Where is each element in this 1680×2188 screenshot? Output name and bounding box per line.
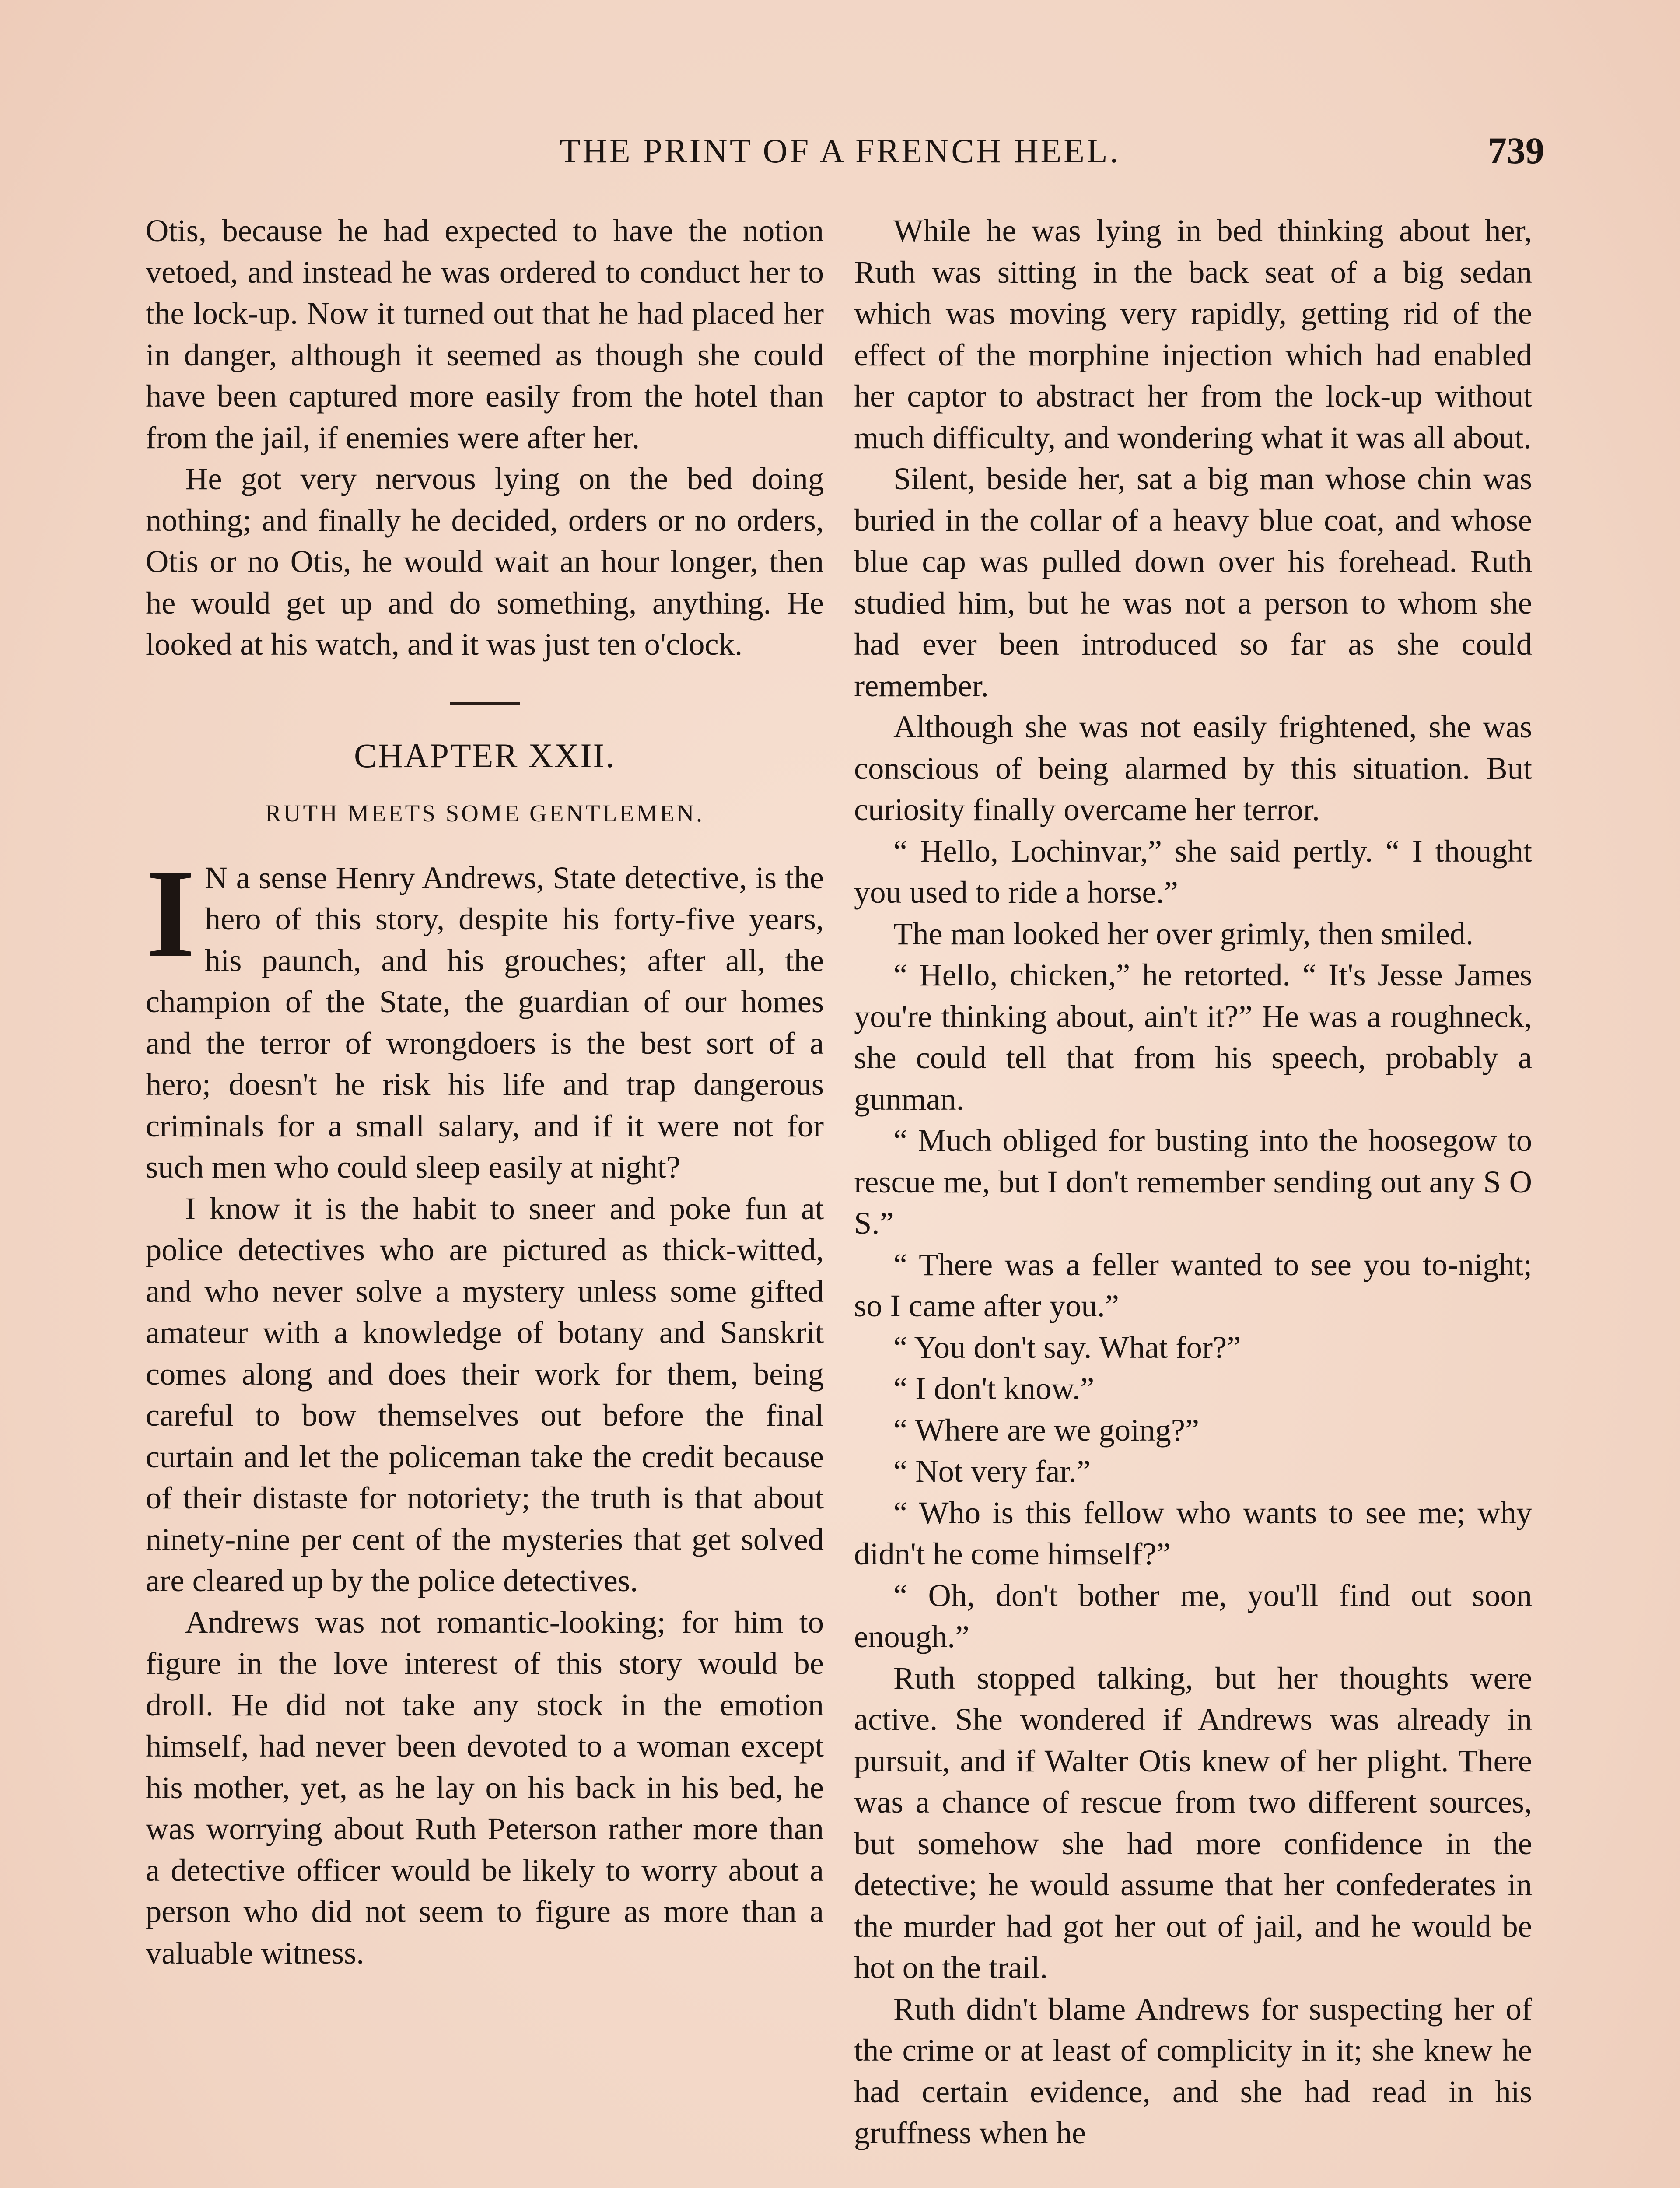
- right-column: [854, 210, 1532, 2154]
- paragraph: Silent, beside her, sat a big man whose chin was buried in the collar of a heavy blue coat, and whose blue cap was pulled down over his forehead. Ruth studied him, but he was not a person to whom she had ever been introduced so far as she could remember.: [854, 461, 1532, 703]
- running-title: THE PRINT OF A FRENCH HEEL.: [560, 132, 1120, 170]
- chapter-title: CHAPTER XXII.: [354, 736, 616, 775]
- left-column: [146, 210, 824, 1974]
- page-number: 739: [1488, 130, 1544, 172]
- drop-cap: I: [146, 843, 195, 984]
- paragraph: Although she was not easily frightened, she was conscious of being alarmed by this situation. But curiosity finally overcame her terror.: [854, 709, 1532, 827]
- paragraph: Ruth stopped talking, but her thoughts were active. She wondered if Andrews was already in pursuit, and if Walter Otis knew of her plight. There was a chance of rescue from two different sources, but somehow she had more confidence in the detective; he would assume that her confederates in the murder had got her out of jail, and he would be hot on the trail.: [854, 1660, 1532, 1985]
- section-divider: [450, 702, 520, 705]
- dialogue-line: “ You don't say. What for?”: [893, 1329, 1241, 1365]
- paragraph: While he was lying in bed thinking about her, Ruth was sitting in the back seat of a big sedan which was moving very rapidly, getting rid of the effect of the morphine injection which had enabled her captor to abstract her from the lock-up without much difficulty, and wondering what it was all about.: [854, 213, 1532, 455]
- chapter-subtitle: RUTH MEETS SOME GENTLEMEN.: [265, 800, 704, 827]
- paragraph: I know it is the habit to sneer and poke fun at police detectives who are pictured as thick-witted, and who never solve a mystery unless some gifted amateur with a knowledge of botany and Sanskrit comes along and does their work for them, being careful to bow themselves out before the final curtain and let the policeman take the credit because of their distaste for notoriety; the truth is that about ninety-nine per cent of the mysteries that get solved are cleared up by the police detectives.: [146, 1190, 824, 1598]
- paragraph: He got very nervous lying on the bed doing nothing; and finally he decided, orders or no orders, Otis or no Otis, he would wait an hour longer, then he would get up and do something, anything. He looked at his watch, and it was just ten o'clock.: [146, 461, 824, 662]
- dialogue-line: “ Hello, chicken,” he retorted. “ It's Jesse James you're thinking about, ain't it?” He was a roughneck, she could tell that from his speech, probably a gunman.: [854, 957, 1532, 1117]
- dialogue-line: “ Where are we going?”: [893, 1412, 1200, 1448]
- dialogue-line: “ Hello, Lochinvar,” she said pertly. “ I thought you used to ride a horse.”: [854, 833, 1532, 910]
- dialogue-line: “ I don't know.”: [893, 1371, 1095, 1406]
- dialogue-line: “ Much obliged for busting into the hoosegow to rescue me, but I don't remember sending out any S O S.”: [854, 1122, 1532, 1241]
- paragraph: Andrews was not romantic-looking; for him to figure in the love interest of this story would be droll. He did not take any stock in the emotion himself, had never been devoted to a woman except his mother, yet, as he lay on his back in his bed, he was worrying about Ruth Peterson rather more than a detective officer would be likely to worry about a person who did not seem to figure as more than a valuable witness.: [146, 1604, 824, 1971]
- dialogue-line: “ Not very far.”: [893, 1453, 1091, 1489]
- paragraph: Ruth didn't blame Andrews for suspecting her of the crime or at least of complicity in it; she knew he had certain evidence, and she had read in his gruffness when he: [854, 1991, 1532, 2150]
- dialogue-line: “ Oh, don't bother me, you'll find out soon enough.”: [854, 1577, 1532, 1654]
- paragraph-text: N a sense Henry Andrews, State detective, is the hero of this story, despite his forty-five years, his paunch, and his grouches; after all, the champion of the State, the guardian of our homes and the terror of wrongdoers is the best sort of a hero; doesn't he risk his life and trap dangerous criminals for a small salary, and if it were not for such men who could sleep easily at night?: [146, 859, 824, 1185]
- dialogue-line: “ There was a feller wanted to see you to-night; so I came after you.”: [854, 1246, 1532, 1323]
- dialogue-line: “ Who is this fellow who wants to see me; why didn't he come himself?”: [854, 1494, 1532, 1571]
- page-header: [140, 130, 1544, 184]
- chapter-opening-paragraph: [146, 843, 824, 1188]
- paragraph: The man looked her over grimly, then smiled.: [893, 915, 1474, 951]
- paragraph: Otis, because he had expected to have the notion vetoed, and instead he was ordered to conduct her to the lock-up. Now it turned out that he had placed her in danger, although it seemed as though she could have been captured more easily from the hotel than from the jail, if enemies were after her.: [146, 213, 824, 455]
